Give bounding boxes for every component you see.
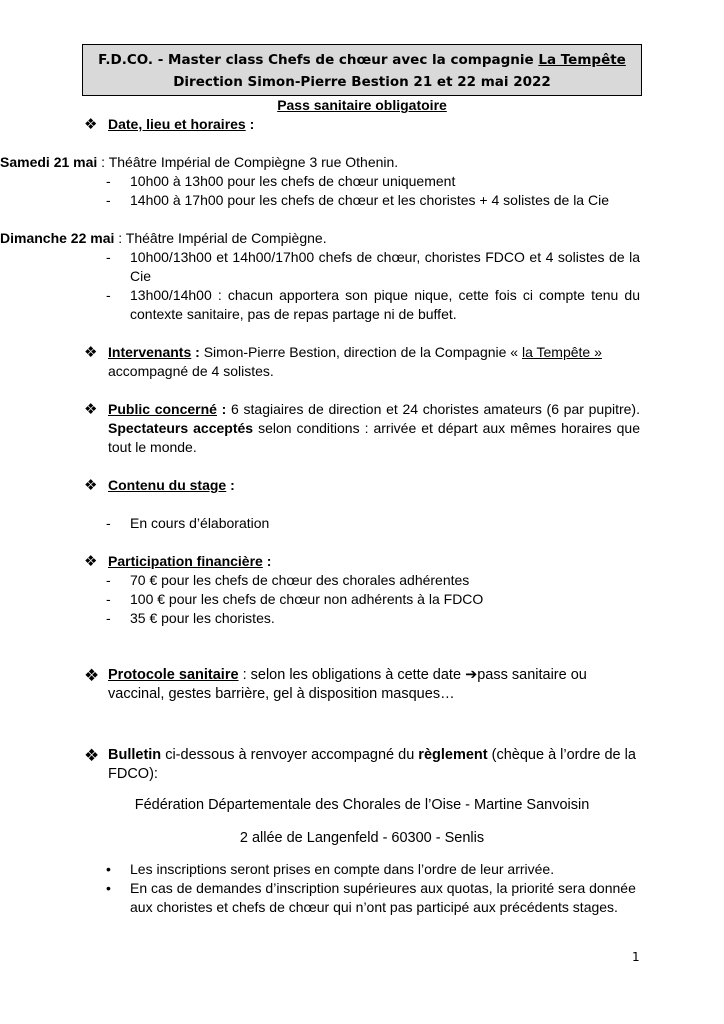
participation-item — [84, 571, 640, 590]
title-line-2: Direction Simon-Pierre Bestion 21 et 22 mai 2022 — [173, 74, 551, 90]
contenu-heading: Contenu du stage — [108, 477, 227, 493]
spacer — [84, 210, 640, 229]
heading-suffix: : — [216, 401, 227, 417]
bullet-marker: • — [106, 861, 111, 877]
arrow-right-icon: ➔ — [465, 667, 478, 683]
section-contenu — [84, 476, 640, 495]
title-prefix: F.D.CO. - Master class Chefs de chœur avec la compagnie — [98, 52, 539, 68]
intervenants-text: Simon-Pierre Bestion, direction de la Compagnie « — [199, 344, 522, 360]
bulletin-bullet-text: Les inscriptions seront prises en compte dans l’ordre de leur arrivée. — [130, 861, 555, 877]
dash-marker: - — [106, 173, 111, 189]
dash-marker: - — [106, 249, 111, 265]
diamond-bullet-icon: ❖ — [84, 344, 98, 361]
pass-sanitaire-title: Pass sanitaire obligatoire — [277, 97, 447, 113]
participation-item-text: 100 € pour les chefs de chœur non adhérents à la FDCO — [130, 591, 484, 607]
protocole-heading: Protocole sanitaire — [108, 667, 239, 683]
bullet-marker: • — [106, 880, 111, 896]
public-text: 6 stagiaires de direction et 24 choristes amateurs (6 par pupitre). — [226, 401, 640, 417]
section-participation — [84, 552, 640, 571]
spacer — [84, 815, 640, 829]
spacer — [84, 628, 640, 666]
saturday-row — [0, 153, 556, 172]
sunday-row — [0, 229, 556, 248]
protocole-text: : selon les obligations à cette date — [238, 667, 466, 683]
intervenants-heading: Intervenants — [108, 344, 192, 360]
address-line-1: Fédération Départementale des Chorales de l’Oise - Martine Sanvoisin — [134, 797, 590, 813]
spacer — [84, 704, 640, 746]
dash-marker: - — [106, 572, 111, 588]
bulletin-bullet-item — [84, 860, 640, 879]
diamond-bullet-icon: ❖ — [84, 553, 98, 570]
diamond-bullet-icon: ❖ — [84, 746, 100, 765]
document-title-box — [82, 44, 642, 96]
saturday-text: : Théâtre Impérial de Compiègne 3 rue Othenin. — [97, 154, 399, 170]
spacer — [84, 324, 640, 343]
address-line-2: 2 allée de Langenfeld - 60300 - Senlis — [239, 830, 485, 846]
section-protocole — [84, 666, 640, 704]
section-date — [84, 115, 640, 134]
date-heading: Date, lieu et horaires — [108, 116, 246, 132]
heading-suffix: : — [262, 553, 272, 569]
bulletin-text-2: (chèque à l’ordre de la FDCO): — [108, 747, 636, 782]
participation-item-text: 35 € pour les choristes. — [130, 610, 275, 626]
saturday-label: Samedi 21 mai — [0, 154, 98, 170]
sunday-text: : Théâtre Impérial de Compiègne. — [114, 230, 327, 246]
participation-heading: Participation financière — [108, 553, 263, 569]
spacer — [84, 533, 640, 552]
heading-suffix: : — [245, 116, 255, 132]
diamond-bullet-icon: ❖ — [84, 666, 100, 685]
dash-marker: - — [106, 610, 111, 626]
diamond-bullet-icon: ❖ — [84, 477, 98, 494]
sunday-item — [84, 248, 640, 286]
document-body — [0, 115, 640, 917]
title-company: La Tempête — [538, 52, 626, 68]
dash-marker: - — [106, 287, 111, 303]
participation-item — [84, 590, 640, 609]
saturday-item-text: 14h00 à 17h00 pour les chefs de chœur et les choristes + 4 solistes de la Cie — [130, 192, 609, 208]
protocole-text-after: pass sanitaire ou vaccinal, gestes barrière, gel à disposition masques… — [108, 667, 587, 702]
section-public — [84, 400, 640, 457]
public-bold: Spectateurs acceptés — [108, 420, 254, 436]
dash-marker: - — [106, 515, 111, 531]
spacer — [84, 848, 640, 860]
public-heading: Public concerné — [108, 401, 217, 417]
saturday-item — [84, 172, 640, 191]
contenu-item-text: En cours d’élaboration — [130, 515, 270, 531]
spacer — [84, 495, 640, 514]
participation-item — [84, 609, 640, 628]
title-line-1 — [83, 49, 641, 71]
section-bulletin — [84, 746, 640, 784]
saturday-item — [84, 191, 640, 210]
heading-suffix: : — [191, 344, 200, 360]
bulletin-bold: règlement — [418, 747, 488, 763]
intervenants-text-after: accompagné de 4 solistes. — [108, 363, 274, 379]
dash-marker: - — [106, 192, 111, 208]
spacer — [84, 784, 640, 796]
bulletin-heading: Bulletin — [108, 747, 162, 763]
participation-item-text: 70 € pour les chefs de chœur des chorales adhérentes — [130, 572, 470, 588]
intervenants-company: la Tempête » — [521, 344, 602, 360]
section-intervenants — [84, 343, 640, 381]
diamond-bullet-icon: ❖ — [84, 116, 98, 133]
sunday-label: Dimanche 22 mai — [0, 230, 115, 246]
sunday-item-text: 10h00/13h00 et 14h00/17h00 chefs de chœur, choristes FDCO et 4 solistes de la Cie — [130, 249, 640, 284]
spacer — [84, 134, 640, 153]
spacer — [84, 457, 640, 476]
saturday-item-text: 10h00 à 13h00 pour les chefs de chœur uniquement — [130, 173, 456, 189]
sunday-item — [84, 286, 640, 324]
page-number: 1 — [632, 950, 640, 964]
spacer — [84, 381, 640, 400]
dash-marker: - — [106, 591, 111, 607]
public-text-2: selon conditions : arrivée et départ aux mêmes horaires que tout le monde. — [108, 420, 640, 455]
bulletin-text: ci-dessous à renvoyer accompagné du — [161, 747, 419, 763]
sunday-item-text: 13h00/14h00 : chacun apportera son pique nique, cette fois ci compte tenu du contexte sanitaire, pas de repas partage ni de buffet. — [130, 287, 640, 322]
diamond-bullet-icon: ❖ — [84, 401, 98, 418]
contenu-item — [84, 514, 640, 533]
bulletin-bullet-text: En cas de demandes d’inscription supérieures aux quotas, la priorité sera donnée aux choristes et chefs de chœur qui n’ont pas participé aux précédents stages. — [130, 880, 636, 915]
bulletin-bullet-item — [84, 879, 640, 917]
heading-suffix: : — [226, 477, 235, 493]
